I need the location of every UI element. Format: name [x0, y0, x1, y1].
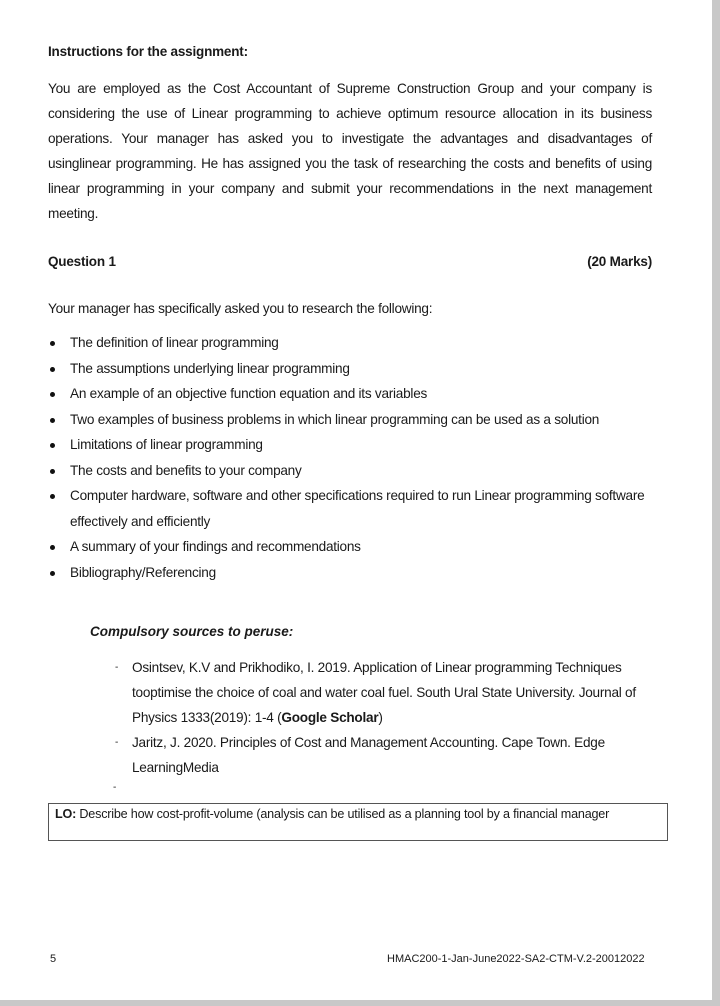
list-item: The costs and benefits to your company	[48, 458, 658, 484]
sources-heading: Compulsory sources to peruse:	[90, 624, 294, 639]
sources-list	[115, 655, 655, 780]
instructions-heading: Instructions for the assignment:	[48, 44, 248, 59]
list-item: Limitations of linear programming	[48, 432, 658, 458]
dash-bullet-icon: -	[113, 782, 117, 793]
list-item: A summary of your findings and recommendations	[48, 534, 658, 560]
list-item: Two examples of business problems in which linear programming can be used as a solution	[48, 407, 658, 433]
requirements-list	[48, 330, 658, 585]
dash-bullet-icon: -	[115, 737, 119, 748]
list-item: An example of an objective function equation and its variables	[48, 381, 658, 407]
list-item: Computer hardware, software and other specifications required to run Linear programming software effectively and efficiently	[48, 483, 658, 534]
question-intro: Your manager has specifically asked you to research the following:	[48, 301, 433, 316]
lo-text: Describe how cost-profit-volume (analysis can be utilised as a planning tool by a financial manager	[76, 807, 610, 821]
question-header	[48, 254, 652, 269]
document-code: HMAC200-1-Jan-June2022-SA2-CTM-V.2-20012022	[387, 953, 645, 965]
list-item: Bibliography/Referencing	[48, 560, 658, 586]
list-item: The definition of linear programming	[48, 330, 658, 356]
lo-label: LO:	[55, 807, 77, 821]
list-item: The assumptions underlying linear programming	[48, 356, 658, 382]
source-item: - Jaritz, J. 2020. Principles of Cost and Management Accounting. Cape Town. Edge LearningMedia	[115, 730, 655, 780]
source-item: - Osintsev, K.V and Prikhodiko, I. 2019. Application of Linear programming Techniques tooptimise the choice of coal and water coal fuel. South Ural State University. Journal of Physics 1333(2019): 1-4 (Google Scholar)	[115, 655, 655, 730]
dash-bullet-icon: -	[115, 662, 119, 673]
learning-outcome-box	[48, 803, 668, 841]
question-marks: (20 Marks)	[587, 254, 652, 269]
instructions-paragraph: You are employed as the Cost Accountant of Supreme Construction Group and your company is considering the use of Linear programming to achieve optimum resource allocation in its business operations. Your manager has asked you to investigate the advantages and disadvantages of usinglinear programming. He has assigned you the task of researching the costs and benefits of using linear programming in your company and submit your recommendations in the next management meeting.	[48, 81, 652, 221]
page-number: 5	[50, 953, 57, 965]
question-title: Question 1	[48, 254, 116, 269]
